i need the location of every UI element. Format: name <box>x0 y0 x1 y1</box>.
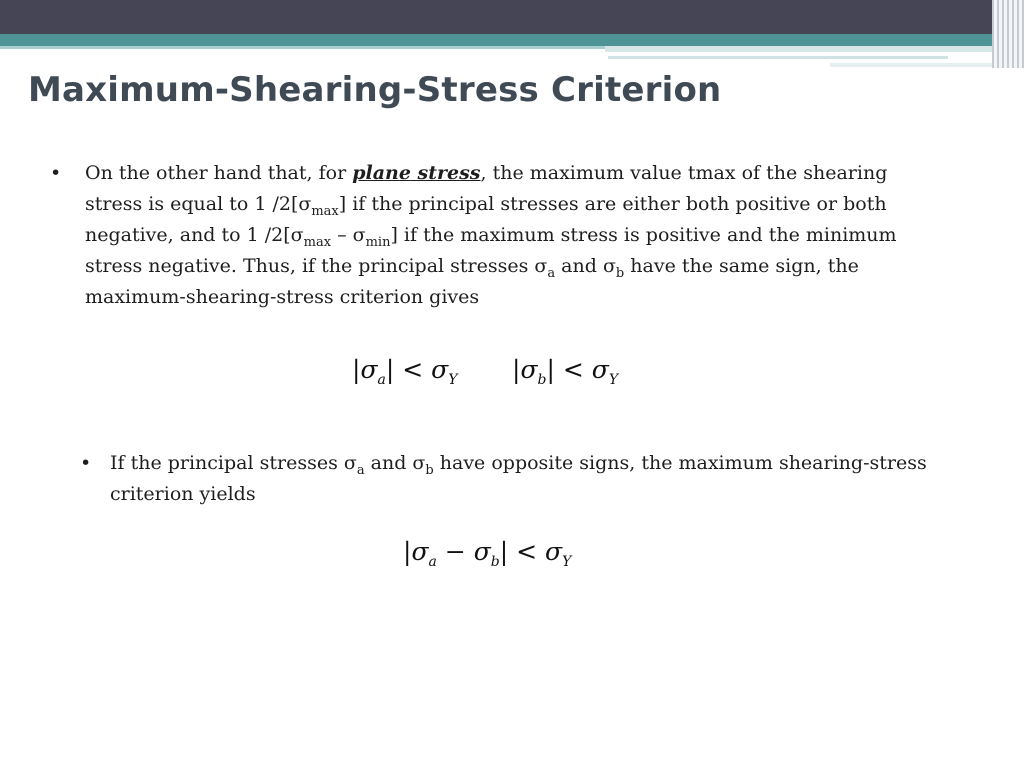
bullet-marker: • <box>80 452 92 474</box>
header-accent-line <box>608 56 948 59</box>
header-accent-band <box>605 46 1024 52</box>
bullet-text: If the principal stresses $\sigma_a$ and $\sigma_b$ have opposite signs, the maximum shearing-stress criterion yields <box>110 452 927 505</box>
bullet-text: On the other hand that, for plane stress, the maximum value tmax of the shearing stress is equal to 1 $/2[\sigma_{max}]$ if the principal stresses are either both positive or both negative, and to 1 $/2[\sigma_{max} - \sigma_{min}]$ if the maximum stress is positive and the minimum stress negative. Thus, if the principal stresses $\sigma_a$ and $\sigma_b$ have the same sign, the maximum-shearing-stress criterion gives <box>85 162 897 308</box>
header-light-band <box>0 46 605 49</box>
bullet-paragraph-plane-stress <box>50 158 950 313</box>
emphasis-plane-stress: plane stress <box>352 162 481 184</box>
bullet-paragraph-opposite-signs <box>80 448 950 510</box>
bullet-marker: • <box>50 162 62 184</box>
header-dark-band <box>0 0 1024 34</box>
header-stripes <box>992 0 1024 68</box>
slide-title: Maximum-Shearing-Stress Criterion <box>28 70 722 110</box>
formula-sigma-b-less-than-yield: $|\sigma_b| < \sigma_Y$ <box>512 355 619 388</box>
header-teal-band <box>0 34 1024 46</box>
formula-difference-less-than-yield: $|\sigma_a - \sigma_b| < \sigma_Y$ <box>403 537 572 570</box>
formula-sigma-a-less-than-yield: $|\sigma_a| < \sigma_Y$ <box>352 355 458 388</box>
